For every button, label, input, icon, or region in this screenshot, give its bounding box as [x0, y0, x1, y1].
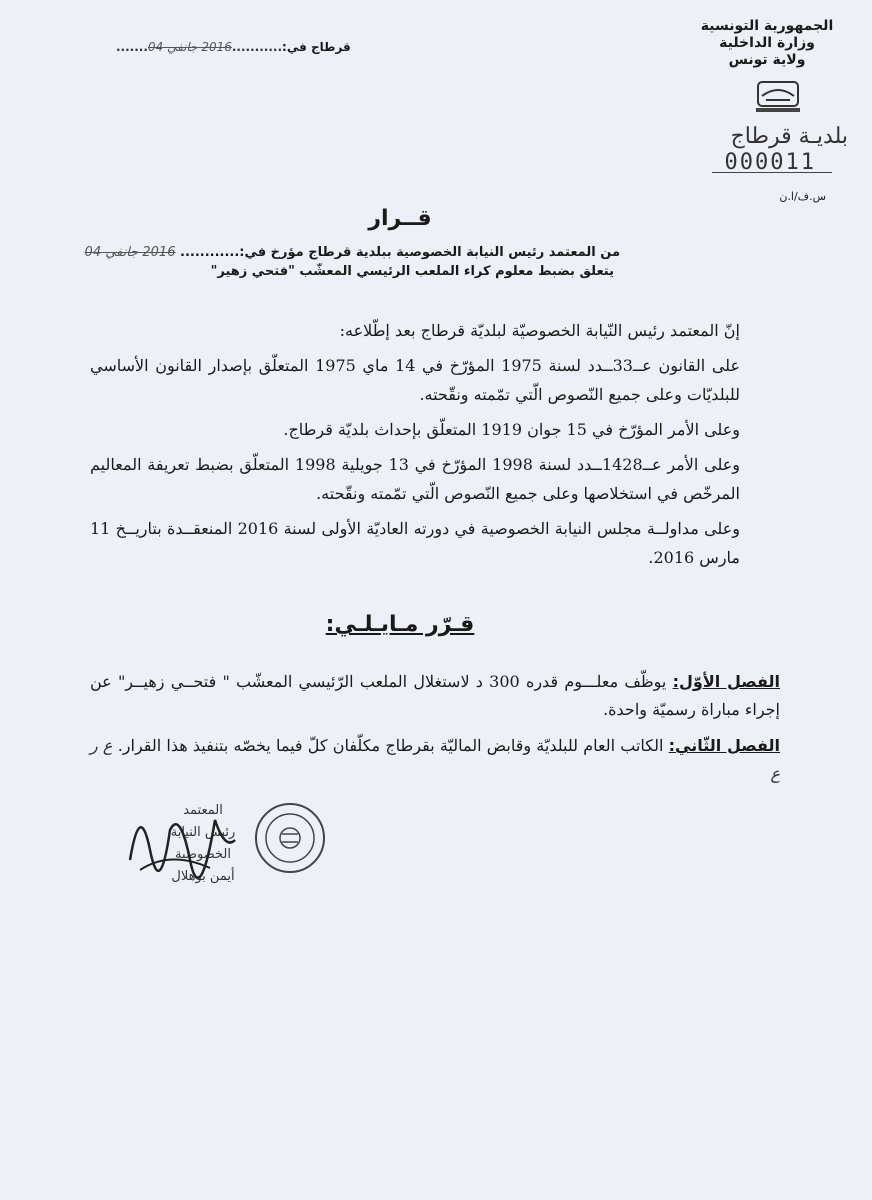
preamble [90, 316, 780, 578]
signature-title: المعتمد [183, 803, 223, 818]
article-2-label: الفصل الثّاني: [668, 736, 781, 755]
article-2 [90, 732, 780, 788]
preamble-law-1975: على القانون عــ33ــدد لسنة 1975 المؤرّخ في 14 ماي 1975 المتعلّق بإصدار القانون الأساسي للبلديّات وعلى جميع النّصوص الّتي تمّمته ونقّحته. [90, 356, 741, 404]
signature-name: أيمن بوهلال [171, 869, 235, 884]
articles [90, 668, 780, 796]
preamble-deliberation: وعلى مداولــة مجلس النيابة الخصوصية في دورته العاديّة الأولى لسنة 2016 المنعقــدة بتاريــخ 11 مارس 2016. [90, 519, 740, 567]
date-trail: ....... [116, 40, 148, 54]
subtitle-issuer [85, 245, 620, 260]
municipality-emblem [750, 78, 806, 114]
letterhead-country: الجمهورية التونسية [700, 18, 834, 34]
subtitle-date: 2016 جانفي 04 [84, 245, 176, 260]
subtitle-subject: يتعلق بضبط معلوم كراء الملعب الرئيسي المعشّب "فتحي زهير" [210, 264, 614, 279]
date-line [116, 40, 351, 54]
decided-heading: قـرّر مـايـلـي: [325, 612, 475, 637]
official-seal [252, 800, 328, 876]
date-label: قرطاج في: [282, 40, 351, 54]
article-1 [90, 668, 780, 724]
date-value: 2016 جانفي 04 [147, 40, 232, 54]
date-dots: ........... [231, 40, 283, 54]
subtitle-issuer-text: من المعتمد رئيس النيابة الخصوصية ببلدية قرطاج مؤرخ في:............ [180, 245, 620, 260]
handwritten-signature [120, 790, 240, 890]
article-2-initials: ع ر ع [90, 736, 780, 783]
letterhead [692, 18, 842, 69]
preamble-decree-1998: وعلى الأمر عــ1428ــدد لسنة 1998 المؤرّخ في 13 جويلية 1998 المتعلّق بضبط تعريفة المعاليم المرخّص في استخلاصها وعلى جميع النّصوص الّتي تمّمته ونقّحته. [90, 455, 741, 503]
reference-number: 000011 [724, 150, 816, 175]
preamble-intro: إنّ المعتمد رئيس النّيابة الخصوصيّة لبلديّة قرطاج بعد إطّلاعه: [339, 321, 740, 340]
signature-role: رئيس النيابة الخصوصية [170, 825, 236, 862]
letterhead-governorate: ولاية تونس [728, 52, 806, 68]
article-1-text: يوظّف معلـــوم قدره 300 د لاستغلال الملعب الرّئيسي المعشّب " فتحــي زهيــر" عن إجراء مباراة رسميّة واحدة. [90, 672, 780, 719]
letterhead-ministry: وزارة الداخلية [719, 35, 815, 51]
small-reference: س.ف/ا.ن [779, 190, 826, 203]
preamble-decree-1919: وعلى الأمر المؤرّخ في 15 جوان 1919 المتعلّق بإحداث بلديّة قرطاج. [283, 420, 740, 439]
reference-underline [712, 172, 832, 173]
article-2-text: الكاتب العام للبلديّة وقابض الماليّة بقرطاج مكلّفان كلّ فيما يخصّه بتنفيذ هذا القرار. [117, 736, 669, 755]
municipality-name: بلديـة قرطاج [730, 124, 848, 149]
article-1-label: الفصل الأوّل: [672, 672, 780, 691]
document-title: قــرار [368, 206, 432, 231]
